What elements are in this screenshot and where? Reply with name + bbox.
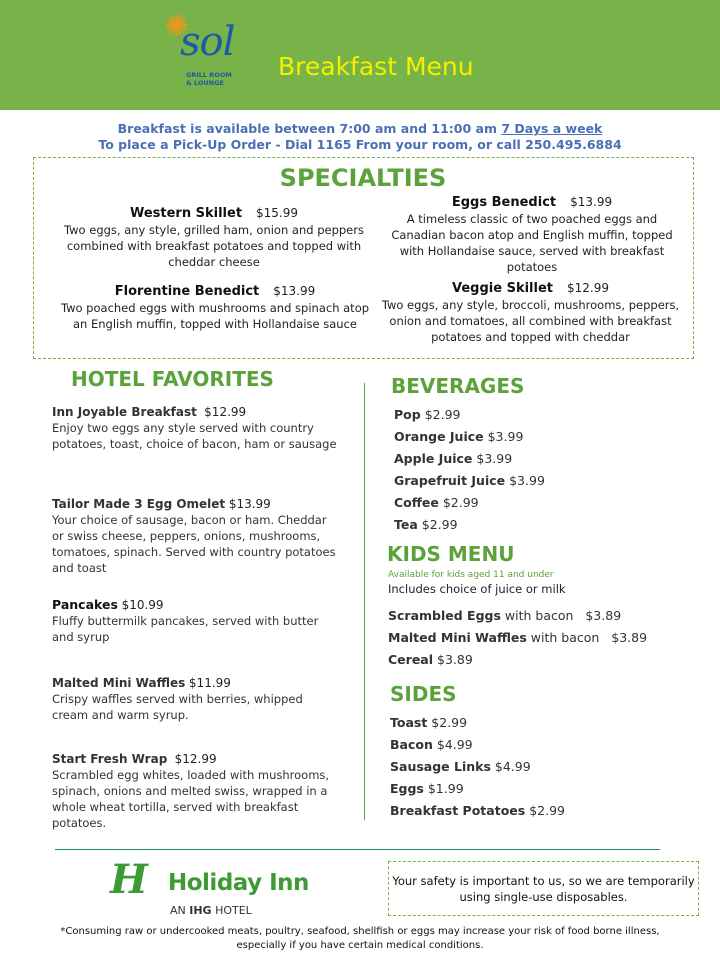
- specialty-item: Western Skillet $15.99 Two eggs, any style, grilled ham, onion and peppers combined with breakfast potatoes and topped with cheddar cheese: [64, 206, 364, 269]
- kids-menu-title: KIDS MENU: [387, 542, 515, 566]
- favorite-item: Inn Joyable Breakfast $12.99 Enjoy two eggs any style served with country potatoes, toast, choice of bacon, ham or sausage: [52, 405, 337, 451]
- favorite-item: Malted Mini Waffles $11.99 Crispy waffles served with berries, whipped cream and warm syrup.: [52, 676, 303, 722]
- days-link[interactable]: 7 Days a week: [501, 121, 603, 136]
- beverage-item: Pop $2.99: [394, 407, 461, 422]
- health-disclaimer: *Consuming raw or undercooked meats, poultry, seafood, shellfish or eggs may increase your risk of food borne illness, especially if you have certain medical conditions.: [60, 926, 660, 951]
- beverage-item: Grapefruit Juice $3.99: [394, 473, 545, 488]
- kids-item: Cereal $3.89: [388, 652, 473, 667]
- sides-title: SIDES: [390, 682, 457, 706]
- availability-line: Breakfast is available between 7:00 am and 11:00 am 7 Days a week: [117, 121, 603, 136]
- brand-subtitle: AN IHG HOTEL: [170, 904, 252, 917]
- favorite-item: Start Fresh Wrap $12.99 Scrambled egg whites, loaded with mushrooms, spinach, onions and melted swiss, wrapped in a whole wheat tortilla, served with breakfast potatoes.: [52, 752, 330, 830]
- sun-icon: ✺: [164, 9, 190, 44]
- side-item: Bacon $4.99: [390, 737, 473, 752]
- favorite-item: Pancakes $10.99 Fluffy buttermilk pancakes, served with butter and syrup: [52, 597, 319, 644]
- kids-includes: Includes choice of juice or milk: [388, 582, 566, 596]
- pickup-line: To place a Pick-Up Order - Dial 1165 From your room, or call 250.495.6884: [98, 137, 622, 152]
- holiday-inn-h-icon: H: [110, 856, 148, 903]
- kids-item: Scrambled Eggs with bacon $3.89: [388, 608, 622, 623]
- favorites-title: HOTEL FAVORITES: [71, 367, 274, 391]
- beverage-item: Apple Juice $3.99: [394, 451, 513, 466]
- holiday-inn-logo: [110, 858, 330, 922]
- specialty-item: Eggs Benedict $13.99 A timeless classic of two poached eggs and Canadian bacon atop and English muffin, topped with Hollandaise sauce, served with breakfast potatoes: [391, 195, 673, 274]
- specialty-item: Florentine Benedict $13.99 Two poached eggs with mushrooms and spinach atop an English muffin, topped with Hollandaise sauce: [60, 284, 370, 331]
- page-title: Breakfast Menu: [278, 52, 474, 81]
- side-item: Breakfast Potatoes $2.99: [390, 803, 565, 818]
- column-divider: [364, 383, 365, 820]
- specialties-title: SPECIALTIES: [279, 164, 447, 192]
- beverage-item: Orange Juice $3.99: [394, 429, 524, 444]
- beverages-title: BEVERAGES: [391, 374, 525, 398]
- logo-text: sol: [180, 19, 235, 65]
- header-banner: [0, 0, 720, 110]
- kids-item: Malted Mini Waffles with bacon $3.89: [388, 630, 648, 645]
- brand-name: Holiday Inn: [168, 870, 309, 896]
- footer-divider: [55, 849, 660, 850]
- beverage-item: Coffee $2.99: [394, 495, 479, 510]
- side-item: Toast $2.99: [390, 715, 468, 730]
- sol-logo: [160, 10, 260, 102]
- logo-subtitle: GRILL ROOM & LOUNGE: [186, 71, 232, 87]
- beverage-item: Tea $2.99: [394, 517, 458, 532]
- side-item: Sausage Links $4.99: [390, 759, 531, 774]
- side-item: Eggs $1.99: [390, 781, 464, 796]
- kids-age-note: Available for kids aged 11 and under: [388, 570, 554, 580]
- safety-notice: Your safety is important to us, so we are temporarily using single-use disposables.: [388, 861, 699, 916]
- favorite-item: Tailor Made 3 Egg Omelet $13.99 Your choice of sausage, bacon or ham. Cheddar or swiss cheese, peppers, onions, mushrooms, tomatoes, spinach. Served with country potatoes and toast: [52, 497, 336, 575]
- specialty-item: Veggie Skillet $12.99 Two eggs, any style, broccoli, mushrooms, peppers, onion and tomatoes, all combined with breakfast potatoes and topped with cheddar: [381, 281, 680, 344]
